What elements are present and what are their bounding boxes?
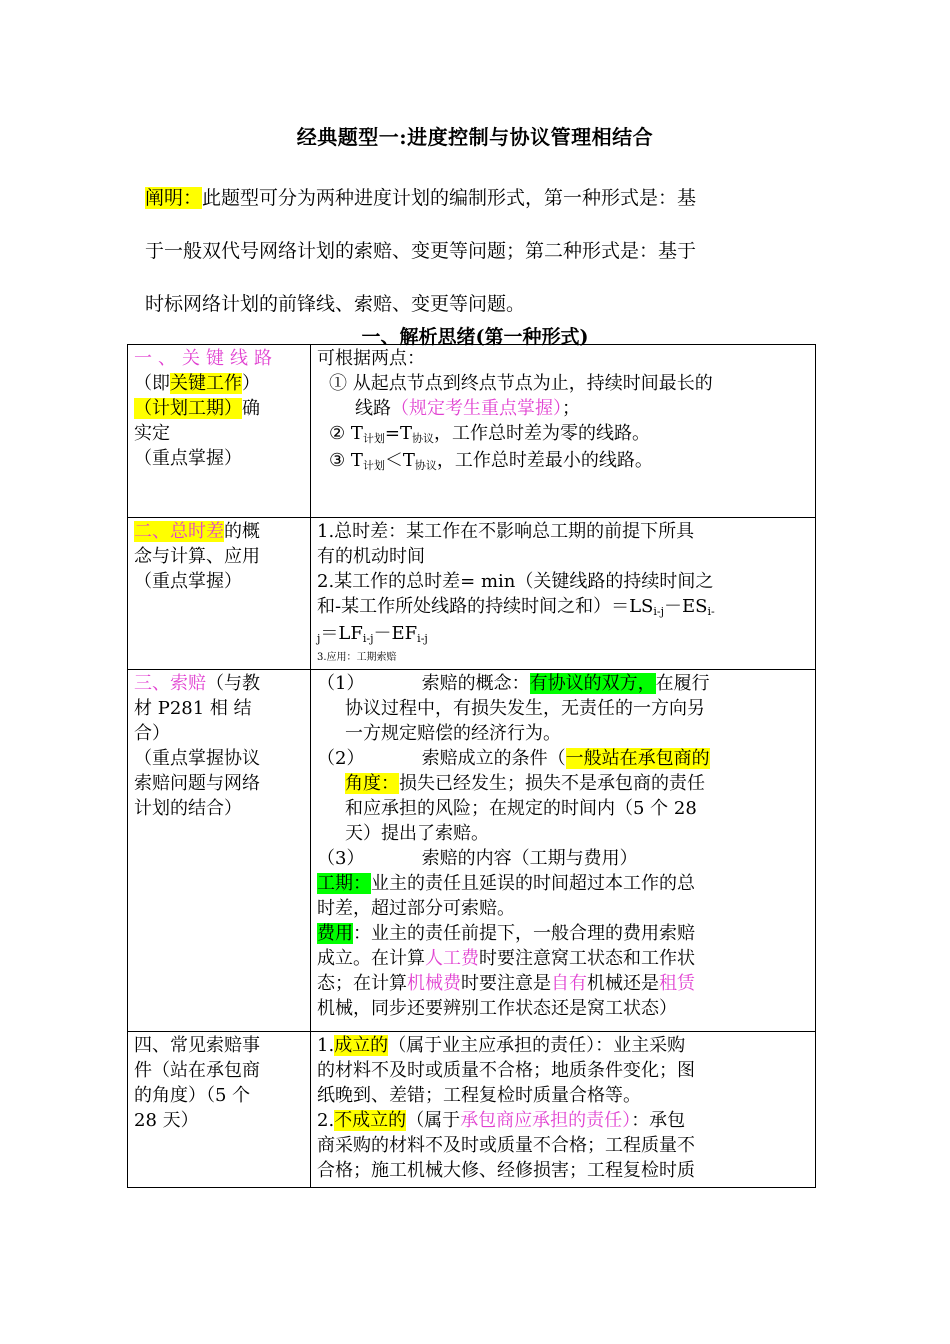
row-3-body-line: 协议过程中，有损失发生，无责任的一方向另 — [345, 698, 705, 719]
row-4-body-line: 合格；施工机械大修、经修损害；工程复检时质 — [317, 1160, 695, 1181]
row-4-body-line: 2.不成立的（属于承包商应承担的责任）：承包 — [317, 1110, 686, 1131]
table-row — [128, 1032, 816, 1188]
row-4-line-1: 四、常见索赔事 — [134, 1035, 260, 1056]
row-3-line-3: 合） — [134, 723, 170, 744]
row-3-body-line: （2） 索赔成立的条件（一般站在承包商的 — [317, 748, 710, 769]
table-row — [128, 518, 816, 670]
row-3-line-5: 索赔问题与网络 — [134, 773, 260, 794]
intro-line-3: 时标网络计划的前锋线、索赔、变更等问题。 — [145, 293, 526, 315]
page-title: 经典题型一:进度控制与协议管理相结合 — [296, 125, 654, 149]
row-3-line-2: 材 P281 相 结 — [134, 698, 252, 719]
row-2-line-3: （重点掌握） — [134, 571, 242, 592]
table-row — [128, 670, 816, 1032]
row-3-body-line: 时差，超过部分可索赔。 — [317, 898, 515, 919]
row-3-line-1: 三、索赔（与教 — [134, 673, 260, 694]
intro-label: 阐明： — [145, 187, 203, 209]
intro-line-1: 此题型可分为两种进度计划的编制形式，第一种形式是：基 — [202, 187, 697, 209]
row-1-heading — [128, 345, 311, 518]
row-3-body-line: （3） 索赔的内容（工期与费用） — [317, 848, 638, 869]
row-1-body-line: ① 从起点节点到终点节点为止，持续时间最长的 — [329, 373, 713, 394]
row-4-body-line: 商采购的材料不及时或质量不合格；工程质量不 — [317, 1135, 695, 1156]
row-4-line-4: 28 天） — [134, 1110, 199, 1131]
row-3-heading — [128, 670, 311, 1032]
row-3-body — [311, 670, 816, 1032]
row-2-body-line: 和-某工作所处线路的持续时间之和）$=LS_{i-j}-ES_{i-}$ — [317, 596, 715, 618]
row-1-body-line: 线路（规定考生重点掌握）； — [355, 398, 580, 419]
row-1-body-line: 可根据两点： — [317, 348, 425, 369]
row-4-line-2: 件（站在承包商 — [134, 1060, 260, 1081]
row-3-line-6: 计划的结合） — [134, 798, 242, 819]
row-3-body-line: （1） 索赔的概念：有协议的双方，在履行 — [317, 673, 710, 694]
row-1-line-4: 实定 — [134, 423, 170, 444]
row-4-body-line: 纸晚到、差错；工程复检时质量合格等。 — [317, 1085, 641, 1106]
row-4-line-3: 的角度）（5 个 — [134, 1085, 251, 1106]
row-3-body-line: 态；在计算机械费时要注意是自有机械还是租赁 — [317, 973, 695, 994]
section-title: 一、解析思绪(第一种形式) — [361, 326, 589, 348]
row-3-body-line: 角度：损失已经发生；损失不是承包商的责任 — [345, 773, 705, 794]
row-1-line-3: （计划工期）确 — [134, 398, 260, 419]
row-1-body — [311, 345, 816, 518]
row-1-body-line: ③ $T_{计划}<T_{协议}$，工作总时差最小的线路。 — [329, 450, 653, 472]
row-3-body-line: 费用：业主的责任前提下，一般合理的费用索赔 — [317, 923, 695, 944]
row-3-body-line: 天）提出了索赔。 — [345, 823, 489, 844]
row-2-line-1: 二、总时差的概 — [134, 521, 260, 542]
row-2-heading — [128, 518, 311, 670]
row-2-body-line: 1.总时差：某工作在不影响总工期的前提下所具 — [317, 521, 695, 542]
analysis-table — [127, 344, 816, 1188]
row-1-body-line: ② $T_{计划}=T_{协议}$，工作总时差为零的线路。 — [329, 423, 650, 445]
row-3-line-4: （重点掌握协议 — [134, 748, 260, 769]
intro-paragraph — [145, 172, 807, 331]
row-3-body-line: 成立。在计算人工费时要注意窝工状态和工作状 — [317, 948, 695, 969]
row-4-body — [311, 1032, 816, 1188]
row-3-body-line: 工期：业主的责任且延误的时间超过本工作的总 — [317, 873, 695, 894]
row-3-body-line: 和应承担的风险；在规定的时间内（5 个 28 — [345, 798, 697, 819]
row-4-heading — [128, 1032, 311, 1188]
row-2-line-2: 念与计算、应用 — [134, 546, 260, 567]
row-1-line-5: （重点掌握） — [134, 448, 242, 469]
row-2-body — [311, 518, 816, 670]
row-4-body-line: 1.成立的（属于业主应承担的责任）：业主采购 — [317, 1035, 686, 1056]
intro-line-2: 于一般双代号网络计划的索赔、变更等问题；第二种形式是：基于 — [145, 240, 697, 262]
table-row — [128, 345, 816, 518]
row-3-body-line: 一方规定赔偿的经济行为。 — [345, 723, 561, 744]
row-3-body-line: 机械，同步还要辨别工作状态还是窝工状态） — [317, 998, 677, 1019]
row-2-body-line: 2.某工作的总时差= min（关键线路的持续时间之 — [317, 571, 714, 592]
row-1-line-2: （即关键工作） — [134, 373, 260, 394]
row-2-body-line: $_j=LF_{i-j}-EF_{i-j}$ — [317, 623, 428, 645]
row-2-body-line: 有的机动时间 — [317, 546, 425, 567]
row-2-body-line: 3.应用：工期索赔 — [317, 652, 397, 663]
row-4-body-line: 的材料不及时或质量不合格；地质条件变化；图 — [317, 1060, 695, 1081]
row-1-title: 一、关键线路 — [134, 348, 278, 369]
